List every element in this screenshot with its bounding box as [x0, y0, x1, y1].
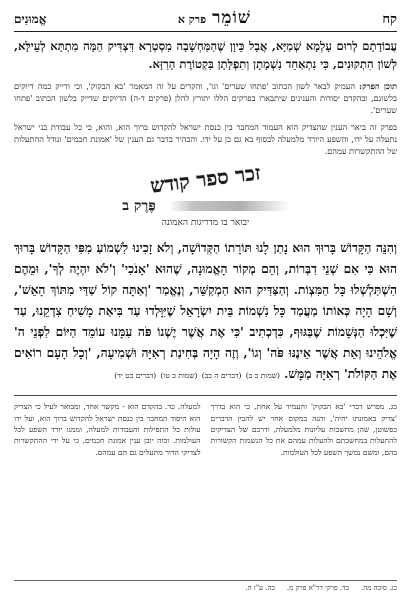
body-text [14, 238, 397, 385]
notes-column-left: למעלה. כד. בהקדם הוא - מקשר אחד, ומבואר לעיל כי הצדיק הוא היסוד המחבר בין כנסת ישראל להקדוש ברוך הוא, ועל ידו עולות כל התפילות והעבודות למעלה, וממנו יורד השפע לכל העולמות. ובזה יובן ענין אמונת חכמים, כי על ידי ההתקשרות לצדיקי הדור מתעלים גם הם עמהם. [14, 402, 201, 457]
summary-paragraph-2: בפרק זה ביאר הענין שהצדיק הוא העמוד המחבר בין כנסת ישראל להקדוש ברוך הוא, והוא, כי כל עבודת בני ישראל נתעלה על ידו, והשפע היורד מלמעלה לבסוף בא גם כן על ידו. והבהיר בדבר גם הענין של 'אמונת חכמים' ונודל ההתעלות של ההתקשרות עמהם. [14, 121, 397, 157]
verse-ref-4: (דברים כט יד) [114, 371, 157, 381]
summary-label: תוכן הפרק: [359, 80, 397, 91]
notes-column-right: כג. מפרש דברי 'בא הבקוק' והעמיד על אחת, כי הוא בדרך 'צדיק באמונתו יחיה', והנה במקום אחר יש להבין הדברים כפשוטן, שהן מחשבות עליונות מלמעלה, ודרכם של הצדיקים להתעלות במחשבתם ולהעלות עמהם את כל הנשמות הקשורות בהם, ומשם נמשך השפע לכל העולמות. [210, 402, 397, 457]
book-title-group [178, 8, 251, 28]
verse-ref-1: (שמות כ ב) [245, 371, 280, 381]
footnotes [14, 580, 397, 592]
main-text: עֲבוֹדָתָם לְרוּם עָלְמָא שְׁמַיָּא, אֲבָל כֵּיוָן שֶׁהַמַּחְשָׁבָה מִסְטְרָא דִּצְדִּיק הַמָּה מִתְתָּא לְעֵילָּא, לְשׁוֹן הִתְקוּנִים, כִּי נִתְאַחֵד נִשְׁמָתָן וְתִפְלָּתָן בִּקְטוֹרֶת הָרַזָּא. [14, 39, 397, 71]
page-label: קח [382, 12, 397, 27]
book-title: שׁוֹמֵר [212, 8, 251, 28]
chapter-heading [14, 198, 397, 215]
chapter-summary [14, 80, 397, 158]
summary-text-1: העמיק לבאר לשון הכתוב 'פתחו שערים' וגו', והקדים על זה המאמר 'בא הבקוק', וכי ודייק כמה דיוקים בלשונם, ובהקדם יסודות והענינים שיתבארו בפרקים הללו יתורץ להלן (פרקים ד-ה) הדיוקים שדייק בלשון הכתוב 'פתחו שערים'. [14, 80, 397, 116]
footnote-2: כד. פרקי דר"א פרק מ. [286, 584, 349, 592]
notes-divider [14, 395, 397, 396]
footnote-3: כה. ע"ז ה. [245, 584, 275, 592]
body-paragraph: וְהִנֵּה הַקָּדוֹשׁ בָּרוּךְ הוּא נָתַן לָנוּ תּוֹרָתוֹ הַקְּדוֹשָׁה, וְלֹא זָכִינוּ לִשְׁמוֹעַ מִפִּי הַקָּדוֹשׁ בָּרוּךְ הוּא כִּי אִם שְׁנֵי דִבְּרוֹת, וְהֵם מְקוֹר הָאֱמוּנָה, שֶׁהוּא 'אָנֹכִי' וְ'לֹא יִהְיֶה לְךָ', וּמֵהֶם הִשְׁתַּלְשְׁלוּ כָּל הַמִּצְוֹת. וְהַצַּדִּיק הוּא הַמְקַשֵּׁר, וְנֶאֱמַר 'וְאַתָּה קוֹל שַׁדַּי מִתּוֹךְ הָאֵשׁ', וְשָׁם הָיָה כְּאוֹתוֹ מַעֲמַד כָּל נִשְׁמוֹת בֵּית יִשְׂרָאֵל שֶׁיִּוָּלְדוּ עַד בִּיאַת מָשִׁיחַ צִדְקֵנוּ, עַד שֶׁיִּכְלוּ הַנְּשָׁמוֹת שֶׁבַּגּוּף, כִּדְכְתִיב 'כִּי אֶת אֲשֶׁר יֶשְׁנוֹ פֹּה עִמָּנוּ עוֹמֵד הַיּוֹם לִפְנֵי ה' אֱלֹהֵינוּ וְאֵת אֲשֶׁר אֵינֶנּוּ פֹּה' וְגוֹ', וְזֶה הָיָה בְּחִינַת רְאִיָּה וּשְׁמִיעָה, 'וְכָל הָעָם רוֹאִים אֶת הַקּוֹלֹת' רְאִיָּה מַמָּשׁ. [14, 241, 397, 382]
summary-paragraph-1 [14, 80, 397, 117]
print-smudge [169, 201, 289, 211]
footnote-1: כג. סוכה מה. [360, 584, 397, 592]
section-title: אֱמוּנִים [14, 12, 47, 26]
verse-ref-2: (דברים ה כב) [201, 371, 242, 381]
chapter-label: פרק א [177, 13, 207, 26]
notes-section [14, 401, 397, 458]
chapter-heading-text: פֶּרֶק ב [122, 198, 156, 215]
running-header [14, 8, 397, 32]
verse-ref-3: (שמות כ טו) [160, 371, 198, 381]
chapter-subtitle: יבואר בו מדריגות האמונה [161, 218, 250, 229]
memorial-text: זכר ספר קודש [148, 160, 262, 199]
memorial-stamp [14, 160, 397, 199]
